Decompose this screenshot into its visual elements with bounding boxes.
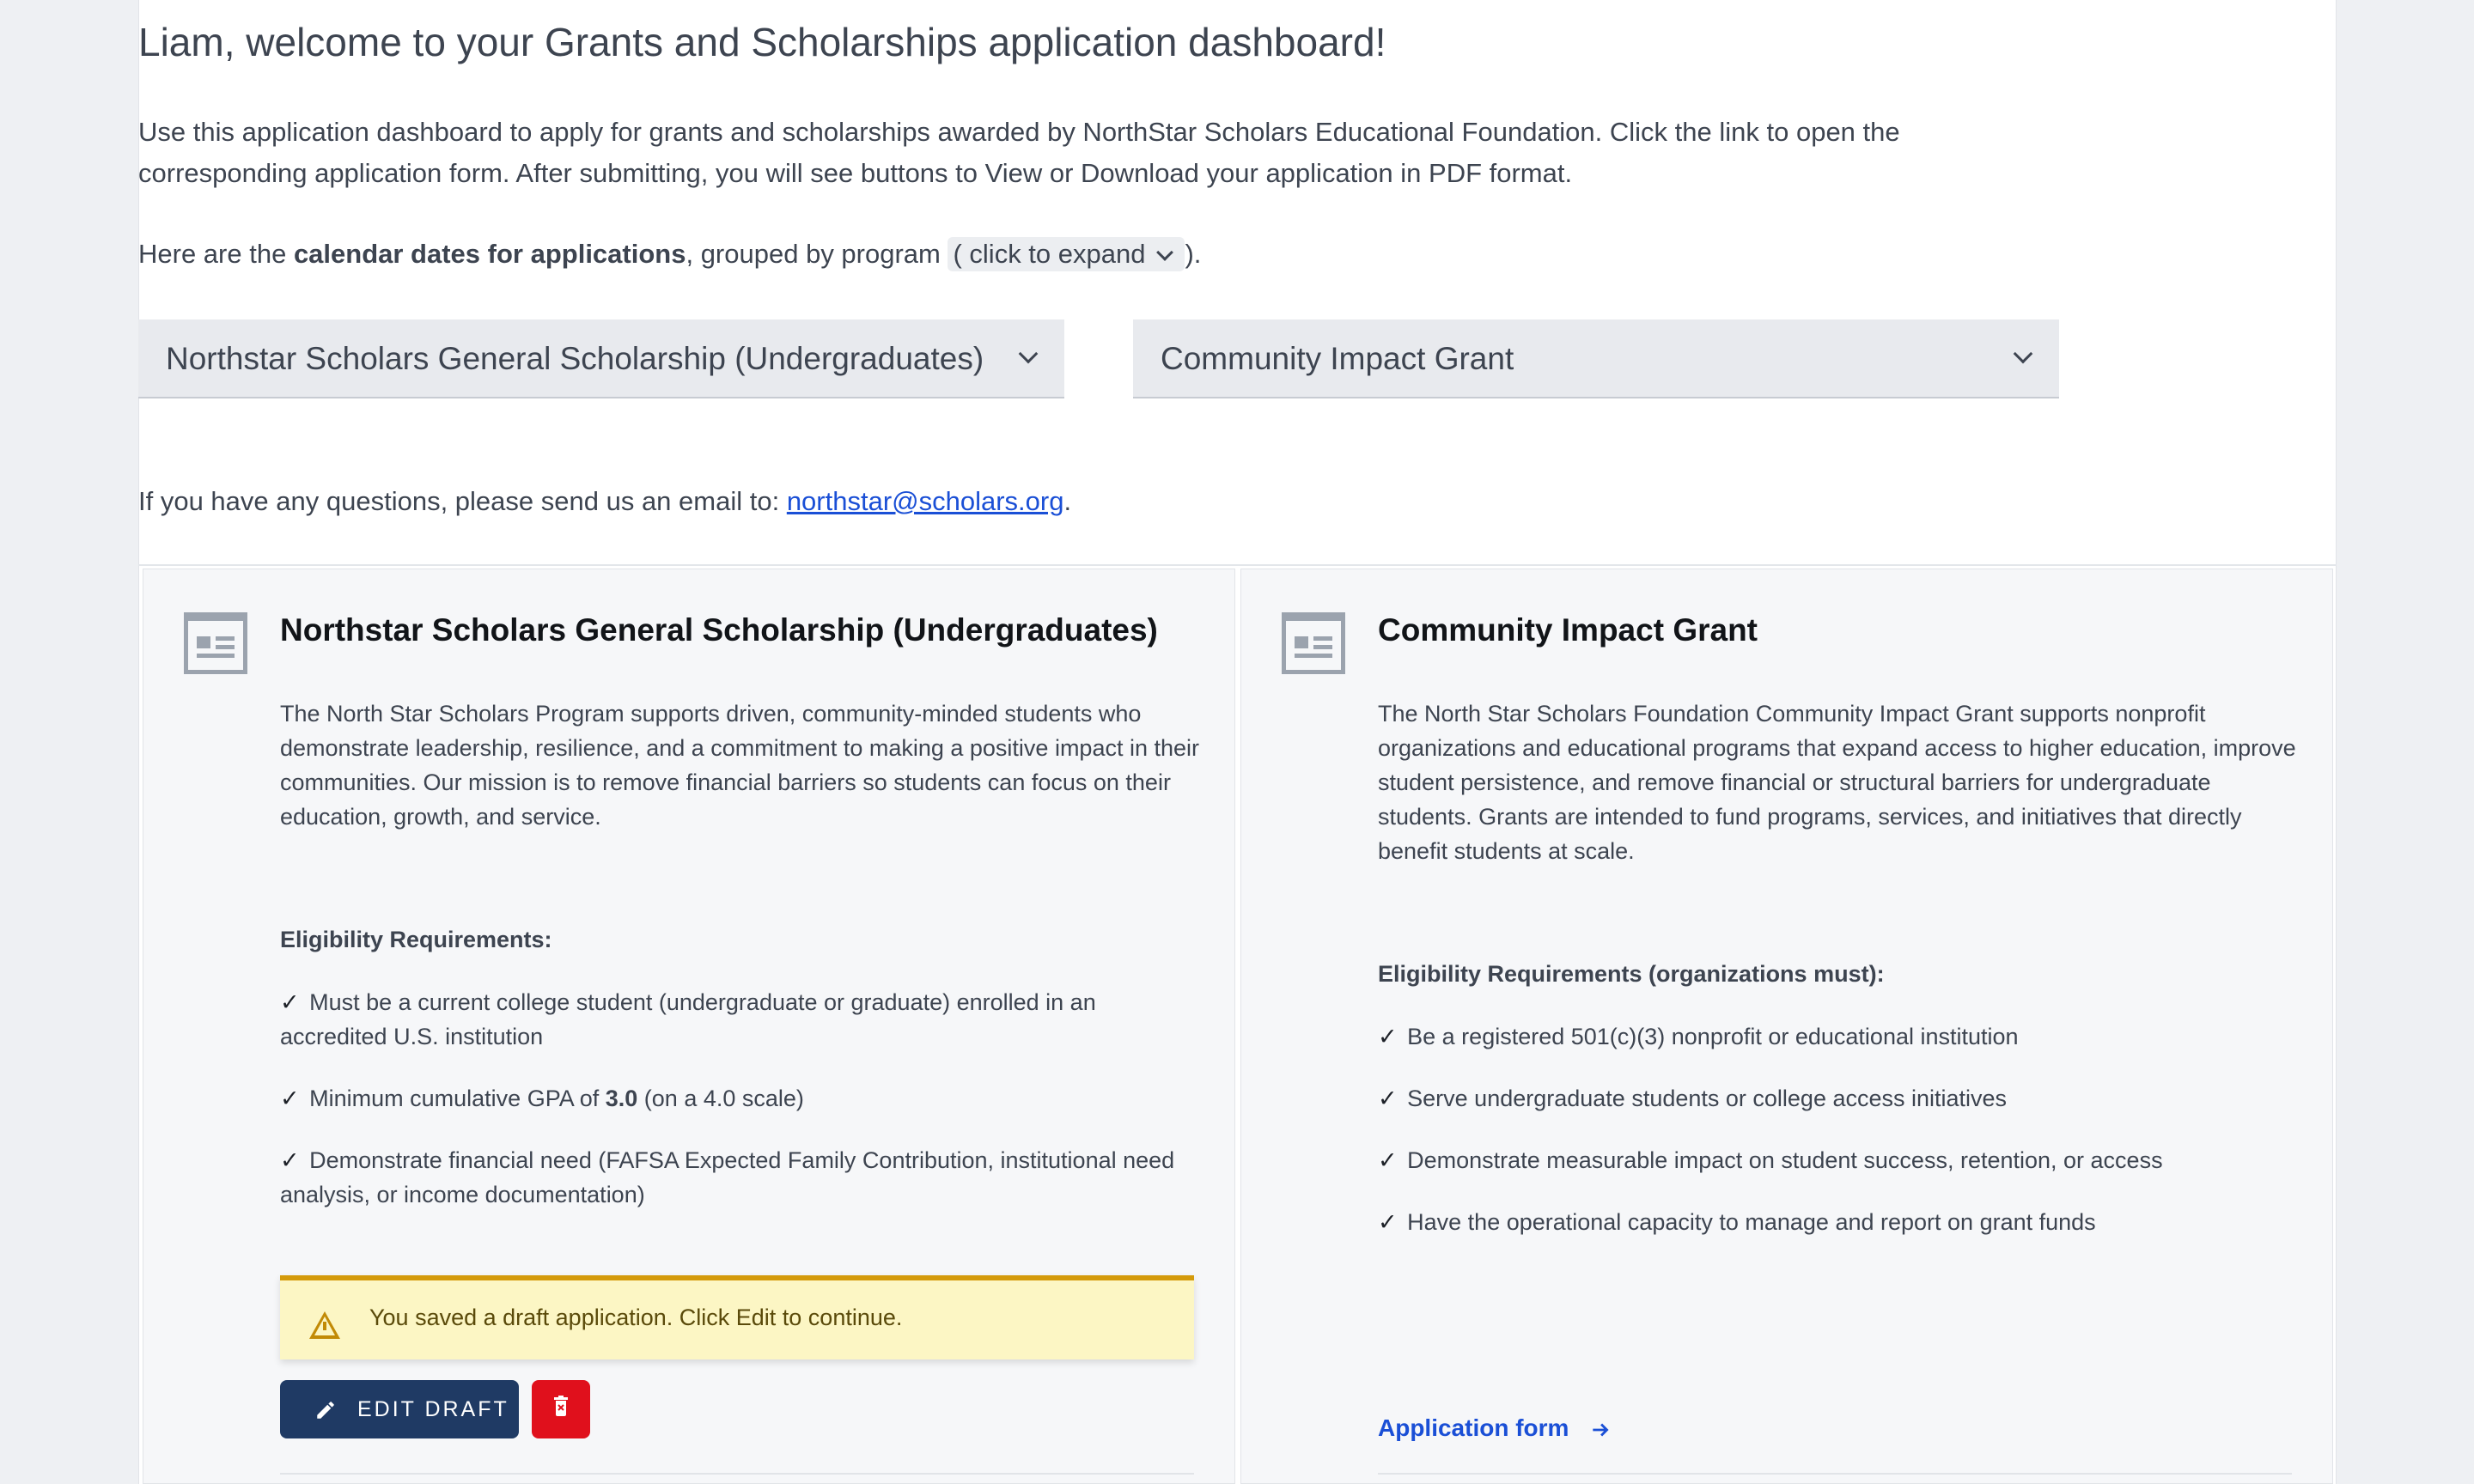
chevron-down-icon [2014,344,2033,364]
list-item: ✓ Must be a current college student (undergraduate or graduate) enrolled in an accredited U.S. institution [280,989,1096,1049]
expand-label: ( click to expand [953,239,1146,269]
list-item: ✓ Be a registered 501(c)(3) nonprofit or educational institution [1378,1024,2019,1049]
form-icon [184,612,247,674]
dropdown-label: Northstar Scholars General Scholarship (Undergraduates) [166,341,984,376]
edit-draft-button[interactable] [280,1380,519,1438]
list-item: ✓ Demonstrate measurable impact on student success, retention, or access [1378,1147,2163,1173]
dropdown-community-impact-grant[interactable] [1133,319,2059,398]
check-icon: ✓ [1378,1209,1398,1235]
dropdown-label: Community Impact Grant [1161,341,1514,376]
check-icon: ✓ [1378,1147,1398,1173]
delete-draft-button[interactable] [532,1380,590,1438]
divider [280,1473,1194,1475]
gpa-value: 3.0 [605,1086,638,1111]
email-link[interactable]: northstar@scholars.org [786,486,1064,516]
card-title: Northstar Scholars General Scholarship (Undergraduates) [280,612,1158,648]
dates-line [138,234,1201,275]
divider [138,564,2337,566]
arrow-right-icon [1589,1419,1612,1441]
card-title: Community Impact Grant [1378,612,1758,648]
chevron-down-icon [1157,244,1174,261]
alert-text: You saved a draft application. Click Edit to continue. [369,1305,903,1330]
check-icon: ✓ [280,1147,300,1173]
list-item: ✓ Minimum cumulative GPA of 3.0 (on a 4.0 scale) [280,1086,804,1111]
card-community-impact-grant [1240,569,2333,1484]
eligibility-list [1378,1019,2297,1267]
trash-icon [554,1396,568,1416]
card-general-scholarship [143,569,1235,1484]
form-icon [1282,612,1345,674]
dates-prefix: Here are the [138,239,294,269]
page-title: Liam, welcome to your Grants and Scholarships application dashboard! [138,20,1386,64]
dates-bold: calendar dates for applications [293,239,686,269]
dates-suffix: , grouped by program [686,239,948,269]
card-description: The North Star Scholars Foundation Community Impact Grant supports nonprofit organizations and educational programs that expand access to higher education, improve student persistence, and remove financial or structural barriers for undergraduate students. Grants are intended to fund programs, services, and initiatives that directly benefit students at scale. [1378,701,2296,864]
edit-draft-label: EDIT DRAFT [357,1397,509,1421]
list-item: ✓ Have the operational capacity to manage and report on grant funds [1378,1209,2096,1235]
pencil-icon [314,1399,337,1421]
divider [1378,1473,2292,1475]
check-icon: ✓ [280,1086,300,1111]
application-form-label: Application form [1378,1414,1569,1441]
question-suffix: . [1063,486,1072,516]
expand-close: ). [1185,239,1202,269]
intro-description: Use this application dashboard to apply for grants and scholarships awarded by NorthStar Scholars Educational Foundation. Click the link to open the corresponding application form. After submitting, you will see buttons to View or Download your application in PDF format. [138,117,1900,188]
application-form-link[interactable] [1378,1414,1612,1442]
card-description: The North Star Scholars Program supports driven, community-minded students who demonstrate leadership, resilience, and a commitment to making a positive impact in their communities. Our mission is to remove financial barriers so students can focus on their education, growth, and service. [280,701,1200,830]
dropdown-general-scholarship[interactable] [138,319,1064,398]
check-icon: ✓ [1378,1086,1398,1111]
chevron-down-icon [1019,344,1039,364]
list-item: ✓ Serve undergraduate students or college access initiatives [1378,1086,2008,1111]
eligibility-title: Eligibility Requirements: [280,927,552,952]
expand-toggle[interactable] [948,237,1185,271]
check-icon: ✓ [280,989,300,1015]
warning-icon [309,1311,340,1339]
draft-alert [280,1275,1194,1359]
eligibility-title: Eligibility Requirements (organizations must): [1378,961,1885,987]
check-icon: ✓ [1378,1024,1398,1049]
list-item: ✓ Demonstrate financial need (FAFSA Expected Family Contribution, institutional need analysis, or income documentation) [280,1147,1175,1207]
contact-line [138,481,1071,522]
question-prefix: If you have any questions, please send us an email to: [138,486,787,516]
eligibility-list [280,985,1199,1239]
